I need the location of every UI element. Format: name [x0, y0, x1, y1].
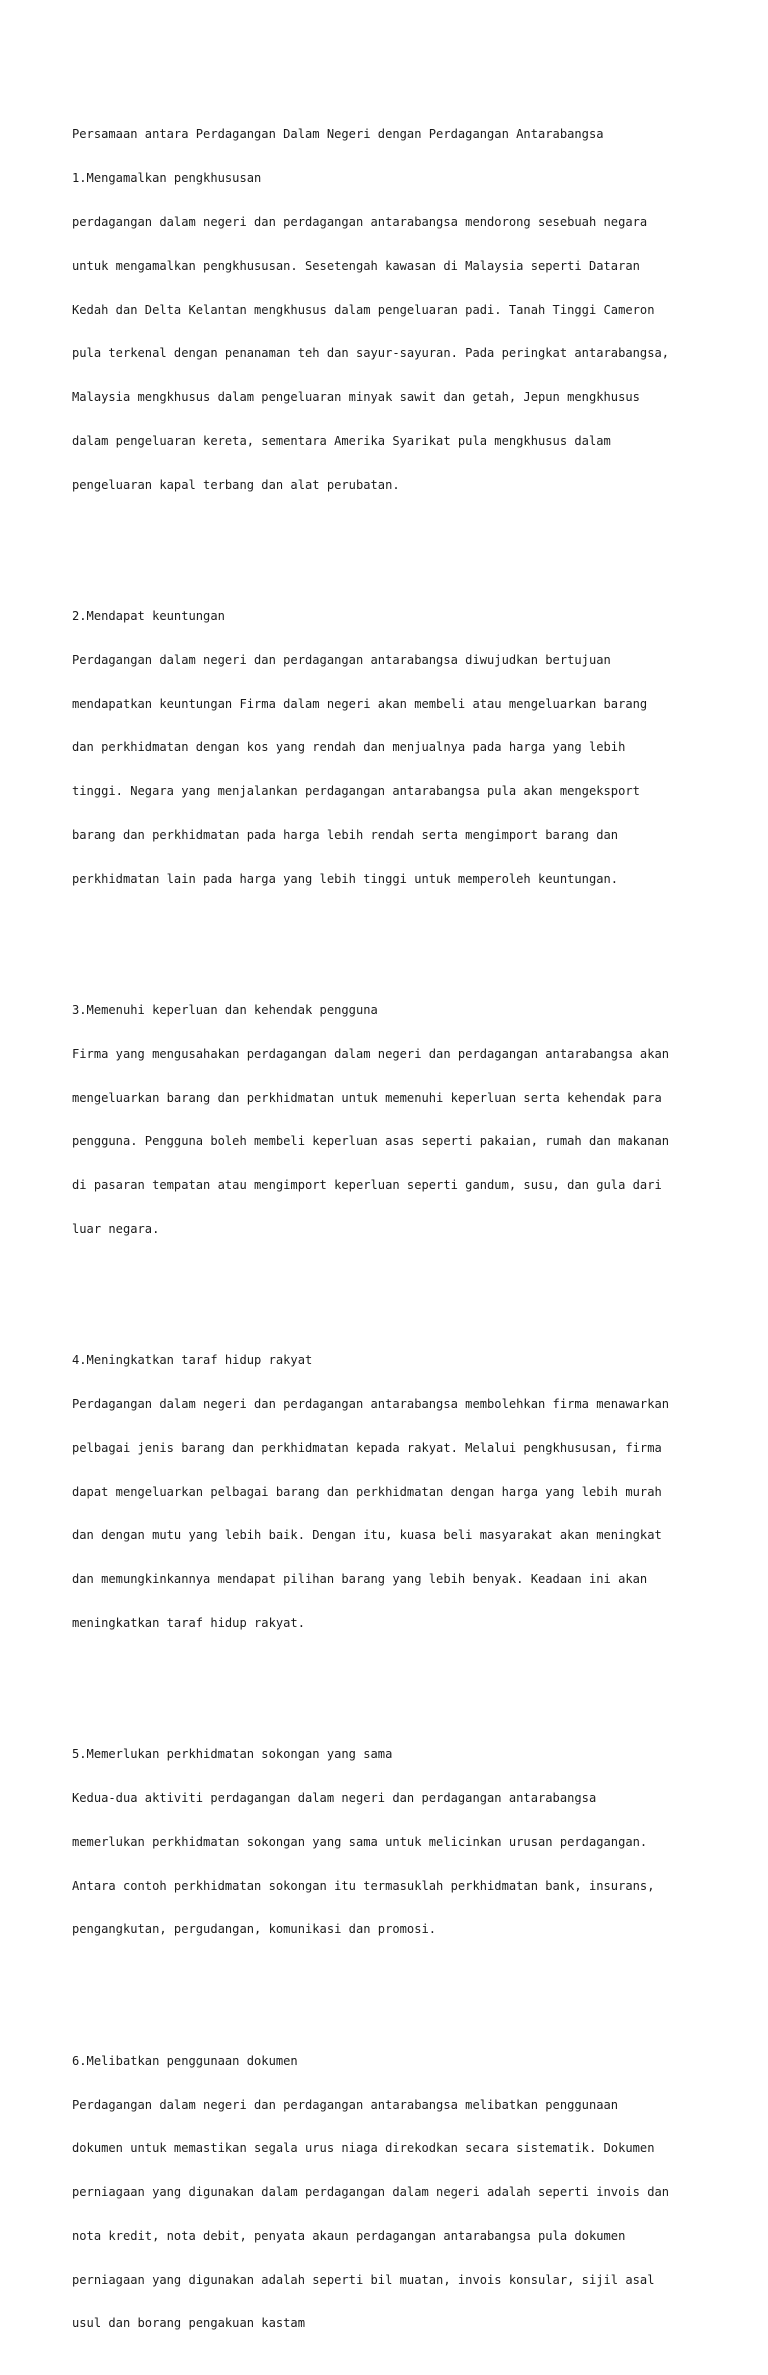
paragraph-line: usul dan borang pengakuan kastam — [72, 2316, 305, 2331]
section-dokumen — [72, 2025, 712, 2361]
section-heading: 3.Memenuhi keperluan dan kehendak pengguna — [72, 1003, 378, 1017]
paragraph-line: mengeluarkan barang dan perkhidmatan untuk memenuhi keperluan serta kehendak para — [72, 1090, 662, 1105]
section-heading: 1.Mengamalkan pengkhususan — [72, 171, 262, 186]
paragraph-line: mendapatkan keuntungan Firma dalam negeri akan membeli atau mengeluarkan barang — [72, 696, 648, 711]
paragraph-line: perkhidmatan lain pada harga yang lebih tinggi untuk memperoleh keuntungan. — [72, 871, 619, 886]
paragraph-line: pula terkenal dengan penanaman teh dan sayur-sayuran. Pada peringkat antarabangsa, — [72, 346, 670, 361]
section-perkhidmatan-sokongan — [72, 1718, 712, 1966]
document-body — [72, 69, 712, 2375]
paragraph-line: dapat mengeluarkan pelbagai barang dan perkhidmatan dengan harga yang lebih murah — [72, 1484, 662, 1499]
paragraph-line: perdagangan dalam negeri dan perdagangan antarabangsa mendorong sesebuah negara — [72, 214, 648, 229]
paragraph-line: Perdagangan dalam negeri dan perdagangan antarabangsa diwujudkan bertujuan — [72, 652, 611, 667]
section-taraf-hidup — [72, 1324, 712, 1660]
paragraph-line: Perdagangan dalam negeri dan perdagangan antarabangsa membolehkan firma menawarkan — [72, 1397, 670, 1412]
paragraph-line: nota kredit, nota debit, penyata akaun perdagangan antarabangsa pula dokumen — [72, 2228, 626, 2243]
paragraph-line: memerlukan perkhidmatan sokongan yang sama untuk melicinkan urusan perdagangan. — [72, 1834, 648, 1849]
paragraph-line: dokumen untuk memastikan segala urus niaga direkodkan secara sistematik. Dokumen — [72, 2141, 655, 2156]
paragraph-line: dan dengan mutu yang lebih baik. Dengan itu, kuasa beli masyarakat akan meningkat — [72, 1528, 662, 1543]
paragraph-line: pengeluaran kapal terbang dan alat perubatan. — [72, 477, 400, 492]
paragraph-line: pelbagai jenis barang dan perkhidmatan kepada rakyat. Melalui pengkhususan, firma — [72, 1440, 662, 1455]
paragraph-line: Kedah dan Delta Kelantan mengkhusus dalam pengeluaran padi. Tanah Tinggi Cameron — [72, 302, 655, 317]
paragraph-line: dan perkhidmatan dengan kos yang rendah dan menjualnya pada harga yang lebih — [72, 740, 626, 755]
paragraph-line: untuk mengamalkan pengkhususan. Sesetengah kawasan di Malaysia seperti Dataran — [72, 258, 640, 273]
paragraph-line: meningkatkan taraf hidup rakyat. — [72, 1615, 305, 1630]
document-title: Persamaan antara Perdagangan Dalam Negeri dengan Perdagangan Antarabangsa — [72, 127, 604, 142]
paragraph-line: perniagaan yang digunakan adalah seperti bil muatan, invois konsular, sijil asal — [72, 2272, 655, 2287]
section-keuntungan — [72, 580, 712, 916]
paragraph-line: tinggi. Negara yang menjalankan perdagangan antarabangsa pula akan mengeksport — [72, 784, 640, 799]
section-intro-pengkhususan — [72, 98, 712, 521]
paragraph-line: Antara contoh perkhidmatan sokongan itu termasuklah perkhidmatan bank, insurans, — [72, 1878, 655, 1893]
paragraph-line: Firma yang mengusahakan perdagangan dalam negeri dan perdagangan antarabangsa akan — [72, 1046, 670, 1061]
paragraph-line: dan memungkinkannya mendapat pilihan barang yang lebih benyak. Keadaan ini akan — [72, 1572, 648, 1587]
paragraph-line: di pasaran tempatan atau mengimport keperluan seperti gandum, susu, dan gula dari — [72, 1178, 662, 1193]
paragraph-line: luar negara. — [72, 1221, 160, 1236]
paragraph-line: Perdagangan dalam negeri dan perdagangan antarabangsa melibatkan penggunaan — [72, 2097, 619, 2112]
section-heading: 5.Memerlukan perkhidmatan sokongan yang sama — [72, 1747, 393, 1762]
paragraph-line: dalam pengeluaran kereta, sementara Amerika Syarikat pula mengkhusus dalam — [72, 433, 611, 448]
section-heading: 4.Meningkatkan taraf hidup rakyat — [72, 1353, 313, 1368]
paragraph-line: Malaysia mengkhusus dalam pengeluaran minyak sawit dan getah, Jepun mengkhusus — [72, 390, 640, 405]
paragraph-line: barang dan perkhidmatan pada harga lebih rendah serta mengimport barang dan — [72, 827, 619, 842]
paragraph-line: perniagaan yang digunakan dalam perdagangan dalam negeri adalah seperti invois dan — [72, 2185, 670, 2200]
section-heading: 6.Melibatkan penggunaan dokumen — [72, 2053, 298, 2068]
paragraph-line: Kedua-dua aktiviti perdagangan dalam negeri dan perdagangan antarabangsa — [72, 1791, 597, 1806]
paragraph-line: pengangkutan, pergudangan, komunikasi dan promosi. — [72, 1922, 437, 1937]
paragraph-line: pengguna. Pengguna boleh membeli keperluan asas seperti pakaian, rumah dan makanan — [72, 1134, 670, 1149]
section-keperluan — [72, 974, 712, 1266]
section-heading: 2.Mendapat keuntungan — [72, 608, 225, 623]
